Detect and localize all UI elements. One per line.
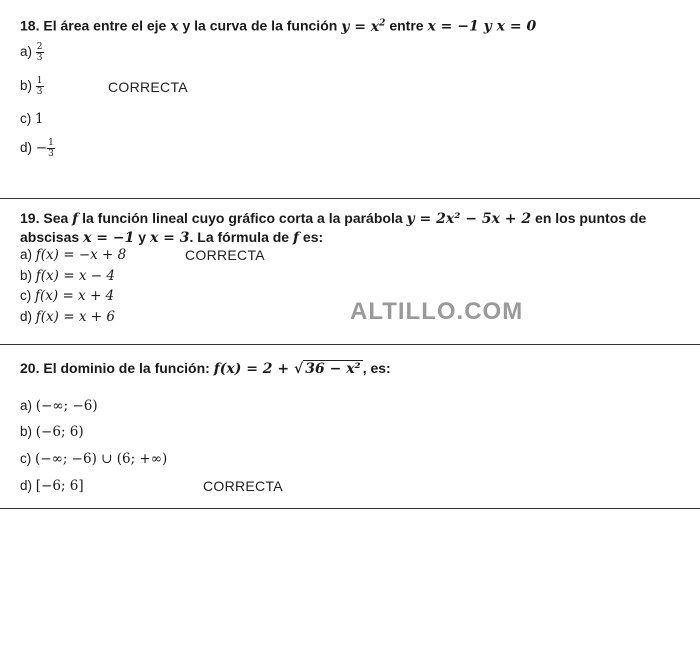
q18-correct-mark: CORRECTA: [108, 79, 188, 95]
q20-correct-mark: CORRECTA: [203, 478, 283, 494]
q19-option-a: a) f(x) = −x + 8: [20, 247, 127, 263]
question-20-title: 20. El dominio de la función: f(x) = 2 + √ 36 − x² , es:: [20, 360, 391, 377]
q18-option-c: c) 1: [20, 111, 44, 127]
q18-option-b: b) $\frac{1}{3}$: [20, 76, 43, 97]
question-19-title-line2: abscisas x = −1 y x = 3. La fórmula de f es:: [20, 229, 324, 246]
math-function: $y = x^2$: [341, 18, 386, 35]
q19-correct-mark: CORRECTA: [185, 247, 265, 263]
divider: [0, 344, 700, 345]
question-text: El área entre el eje: [43, 17, 167, 34]
q20-option-c: c) (−∞; −6) ∪ (6; +∞): [20, 451, 168, 467]
question-number: 18.: [20, 17, 40, 34]
question-19-title: 19. Sea f la función lineal cuyo gráfico corta a la parábola y = 2x² − 5x + 2 en los puntos de: [20, 210, 647, 227]
q20-option-b: b) (−6; 6): [20, 424, 84, 440]
math-variable: x: [170, 18, 179, 35]
watermark-logo: ALTILLO.COM: [350, 298, 524, 325]
question-18-title: [20, 14, 700, 37]
q20-option-a: a) (−∞; −6): [20, 398, 98, 414]
math-range: x = −1 y x = 0: [427, 18, 537, 35]
q18-option-a: a) $\frac{2}{3}$: [20, 42, 43, 63]
question-text: entre: [389, 17, 424, 34]
divider: [0, 198, 700, 199]
q19-option-c: c) f(x) = x + 4: [20, 288, 115, 304]
q19-option-b: b) f(x) = x − 4: [20, 268, 115, 284]
q20-option-d: d) [−6; 6]: [20, 478, 84, 494]
q18-option-d: d) − $\frac{1}{3}$: [20, 138, 54, 159]
question-text: y la curva de la función: [182, 17, 338, 34]
divider: [0, 508, 700, 509]
q19-option-d: d) f(x) = x + 6: [20, 309, 115, 325]
